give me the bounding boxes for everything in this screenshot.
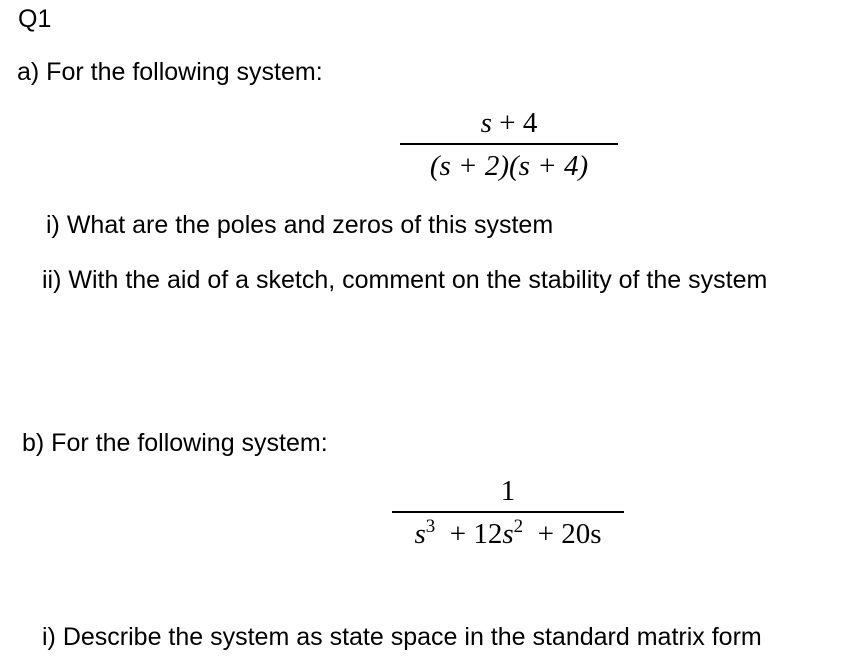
part-b-term2-coef: + 12: [435, 518, 503, 550]
part-a-numerator-rest: + 4: [491, 107, 538, 139]
part-b-term2-base: s: [502, 518, 514, 550]
part-b-term1-exp: 3: [425, 516, 436, 537]
part-a-numerator-var: s: [480, 107, 492, 139]
part-b-intro: b) For the following system:: [22, 429, 328, 457]
part-b-fraction-bar: [392, 511, 624, 513]
part-a-transfer-function: [400, 106, 618, 183]
part-b-term2-exp: 2: [513, 516, 524, 537]
part-b-denominator: [414, 517, 601, 555]
part-a-denominator: (s + 2)(s + 4): [429, 150, 589, 182]
question-label: Q1: [18, 5, 52, 33]
part-a-item-ii: ii) With the aid of a sketch, comment on the stability of the system: [42, 266, 768, 294]
part-a-numerator: [481, 106, 538, 140]
part-b-item-i: i) Describe the system as state space in the standard matrix form: [42, 623, 762, 651]
part-b-numerator: 1: [500, 475, 516, 507]
part-b-term3: + 20s: [523, 518, 602, 550]
part-b-transfer-function: [392, 474, 624, 555]
part-a-fraction-bar: [400, 143, 618, 145]
part-a-intro: a) For the following system:: [17, 58, 323, 86]
part-a-item-i: i) What are the poles and zeros of this system: [46, 211, 554, 239]
part-b-term1-base: s: [414, 518, 426, 550]
